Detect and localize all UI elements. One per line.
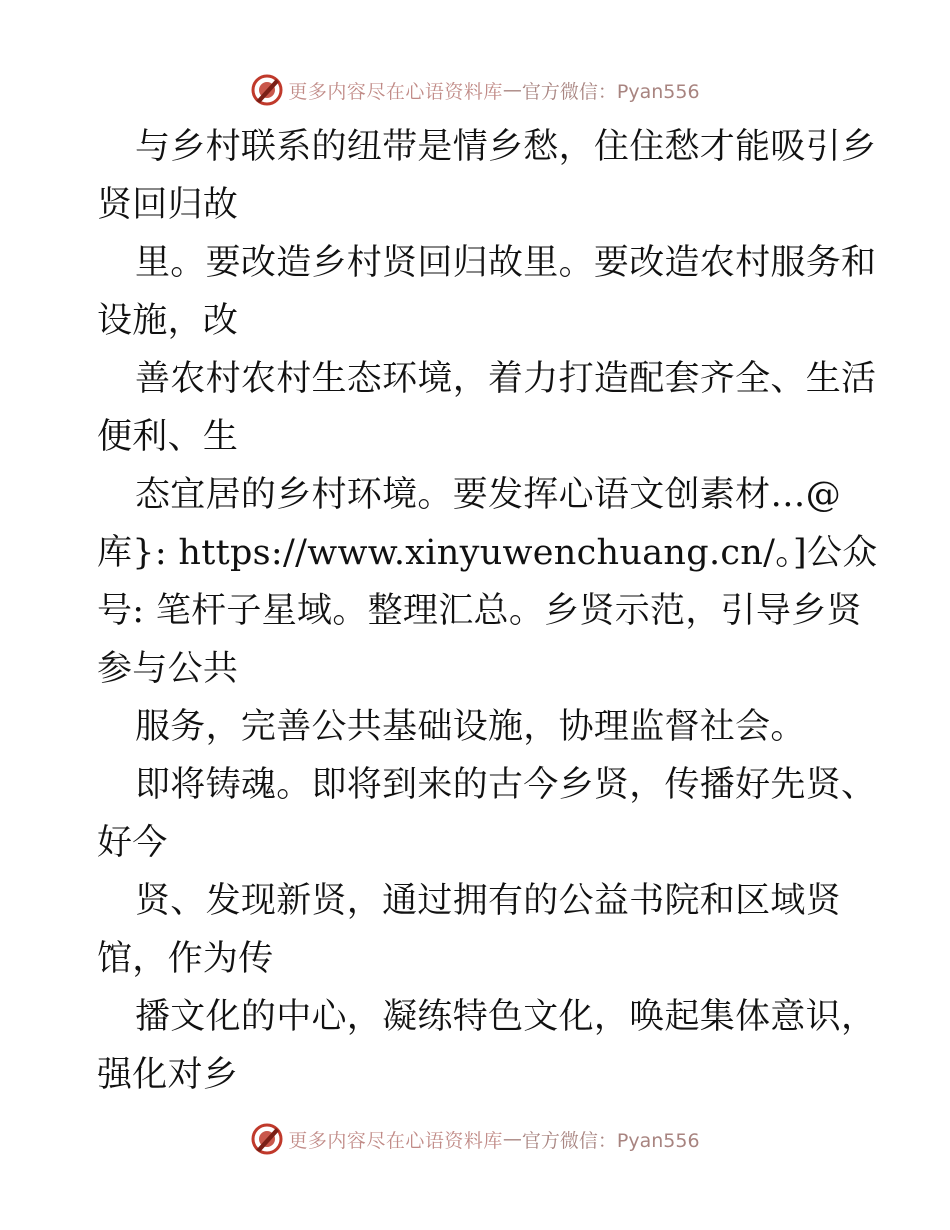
text-line: 与乡村联系的纽带是情乡愁，住住愁才能吸引乡 bbox=[135, 127, 877, 167]
text-line: 服务，完善公共基础设施，协理监督社会。 bbox=[135, 707, 806, 747]
text-line: 贤、发现新贤，通过拥有的公益书院和区域贤 bbox=[135, 881, 842, 921]
text-line: 号: 笔杆子星域。整理汇总。乡贤示范，引导乡贤 bbox=[97, 591, 862, 631]
text-line: 参与公共 bbox=[97, 649, 239, 689]
footer-separator: — bbox=[502, 1128, 522, 1150]
header-contact-text: 官方微信：Pyan556 bbox=[521, 80, 700, 103]
quill-seal-icon bbox=[250, 73, 284, 107]
text-line: 态宜居的乡村环境。要发挥心语文创素材…@ bbox=[135, 475, 842, 515]
header-watermark-banner bbox=[0, 70, 950, 110]
text-line: 贤回归故 bbox=[97, 185, 239, 225]
text-line: 里。要改造乡村贤回归故里。要改造农村服务和 bbox=[135, 243, 877, 283]
document-body bbox=[97, 118, 878, 1104]
header-brand-text: 更多内容尽在心语资料库 bbox=[288, 80, 503, 103]
text-line: 馆，作为传 bbox=[97, 939, 274, 979]
text-line: 便利、生 bbox=[97, 417, 239, 457]
text-line: 库}: https://www.xinyuwenchuang.cn/。]公众 bbox=[97, 533, 878, 573]
header-separator: — bbox=[502, 79, 522, 101]
quill-seal-icon bbox=[250, 1122, 284, 1156]
text-line: 即将铸魂。即将到来的古今乡贤，传播好先贤、 bbox=[135, 765, 877, 805]
text-line: 播文化的中心，凝练特色文化，唤起集体意识， bbox=[135, 997, 877, 1037]
footer-contact-text: 官方微信：Pyan556 bbox=[521, 1129, 700, 1152]
text-line: 善农村农村生态环境，着力打造配套齐全、生活 bbox=[135, 359, 877, 399]
text-line: 好今 bbox=[97, 823, 168, 863]
text-line: 设施，改 bbox=[97, 301, 239, 341]
text-line: 强化对乡 bbox=[97, 1055, 239, 1095]
footer-watermark-banner bbox=[0, 1119, 950, 1159]
footer-brand-text: 更多内容尽在心语资料库 bbox=[288, 1129, 503, 1152]
